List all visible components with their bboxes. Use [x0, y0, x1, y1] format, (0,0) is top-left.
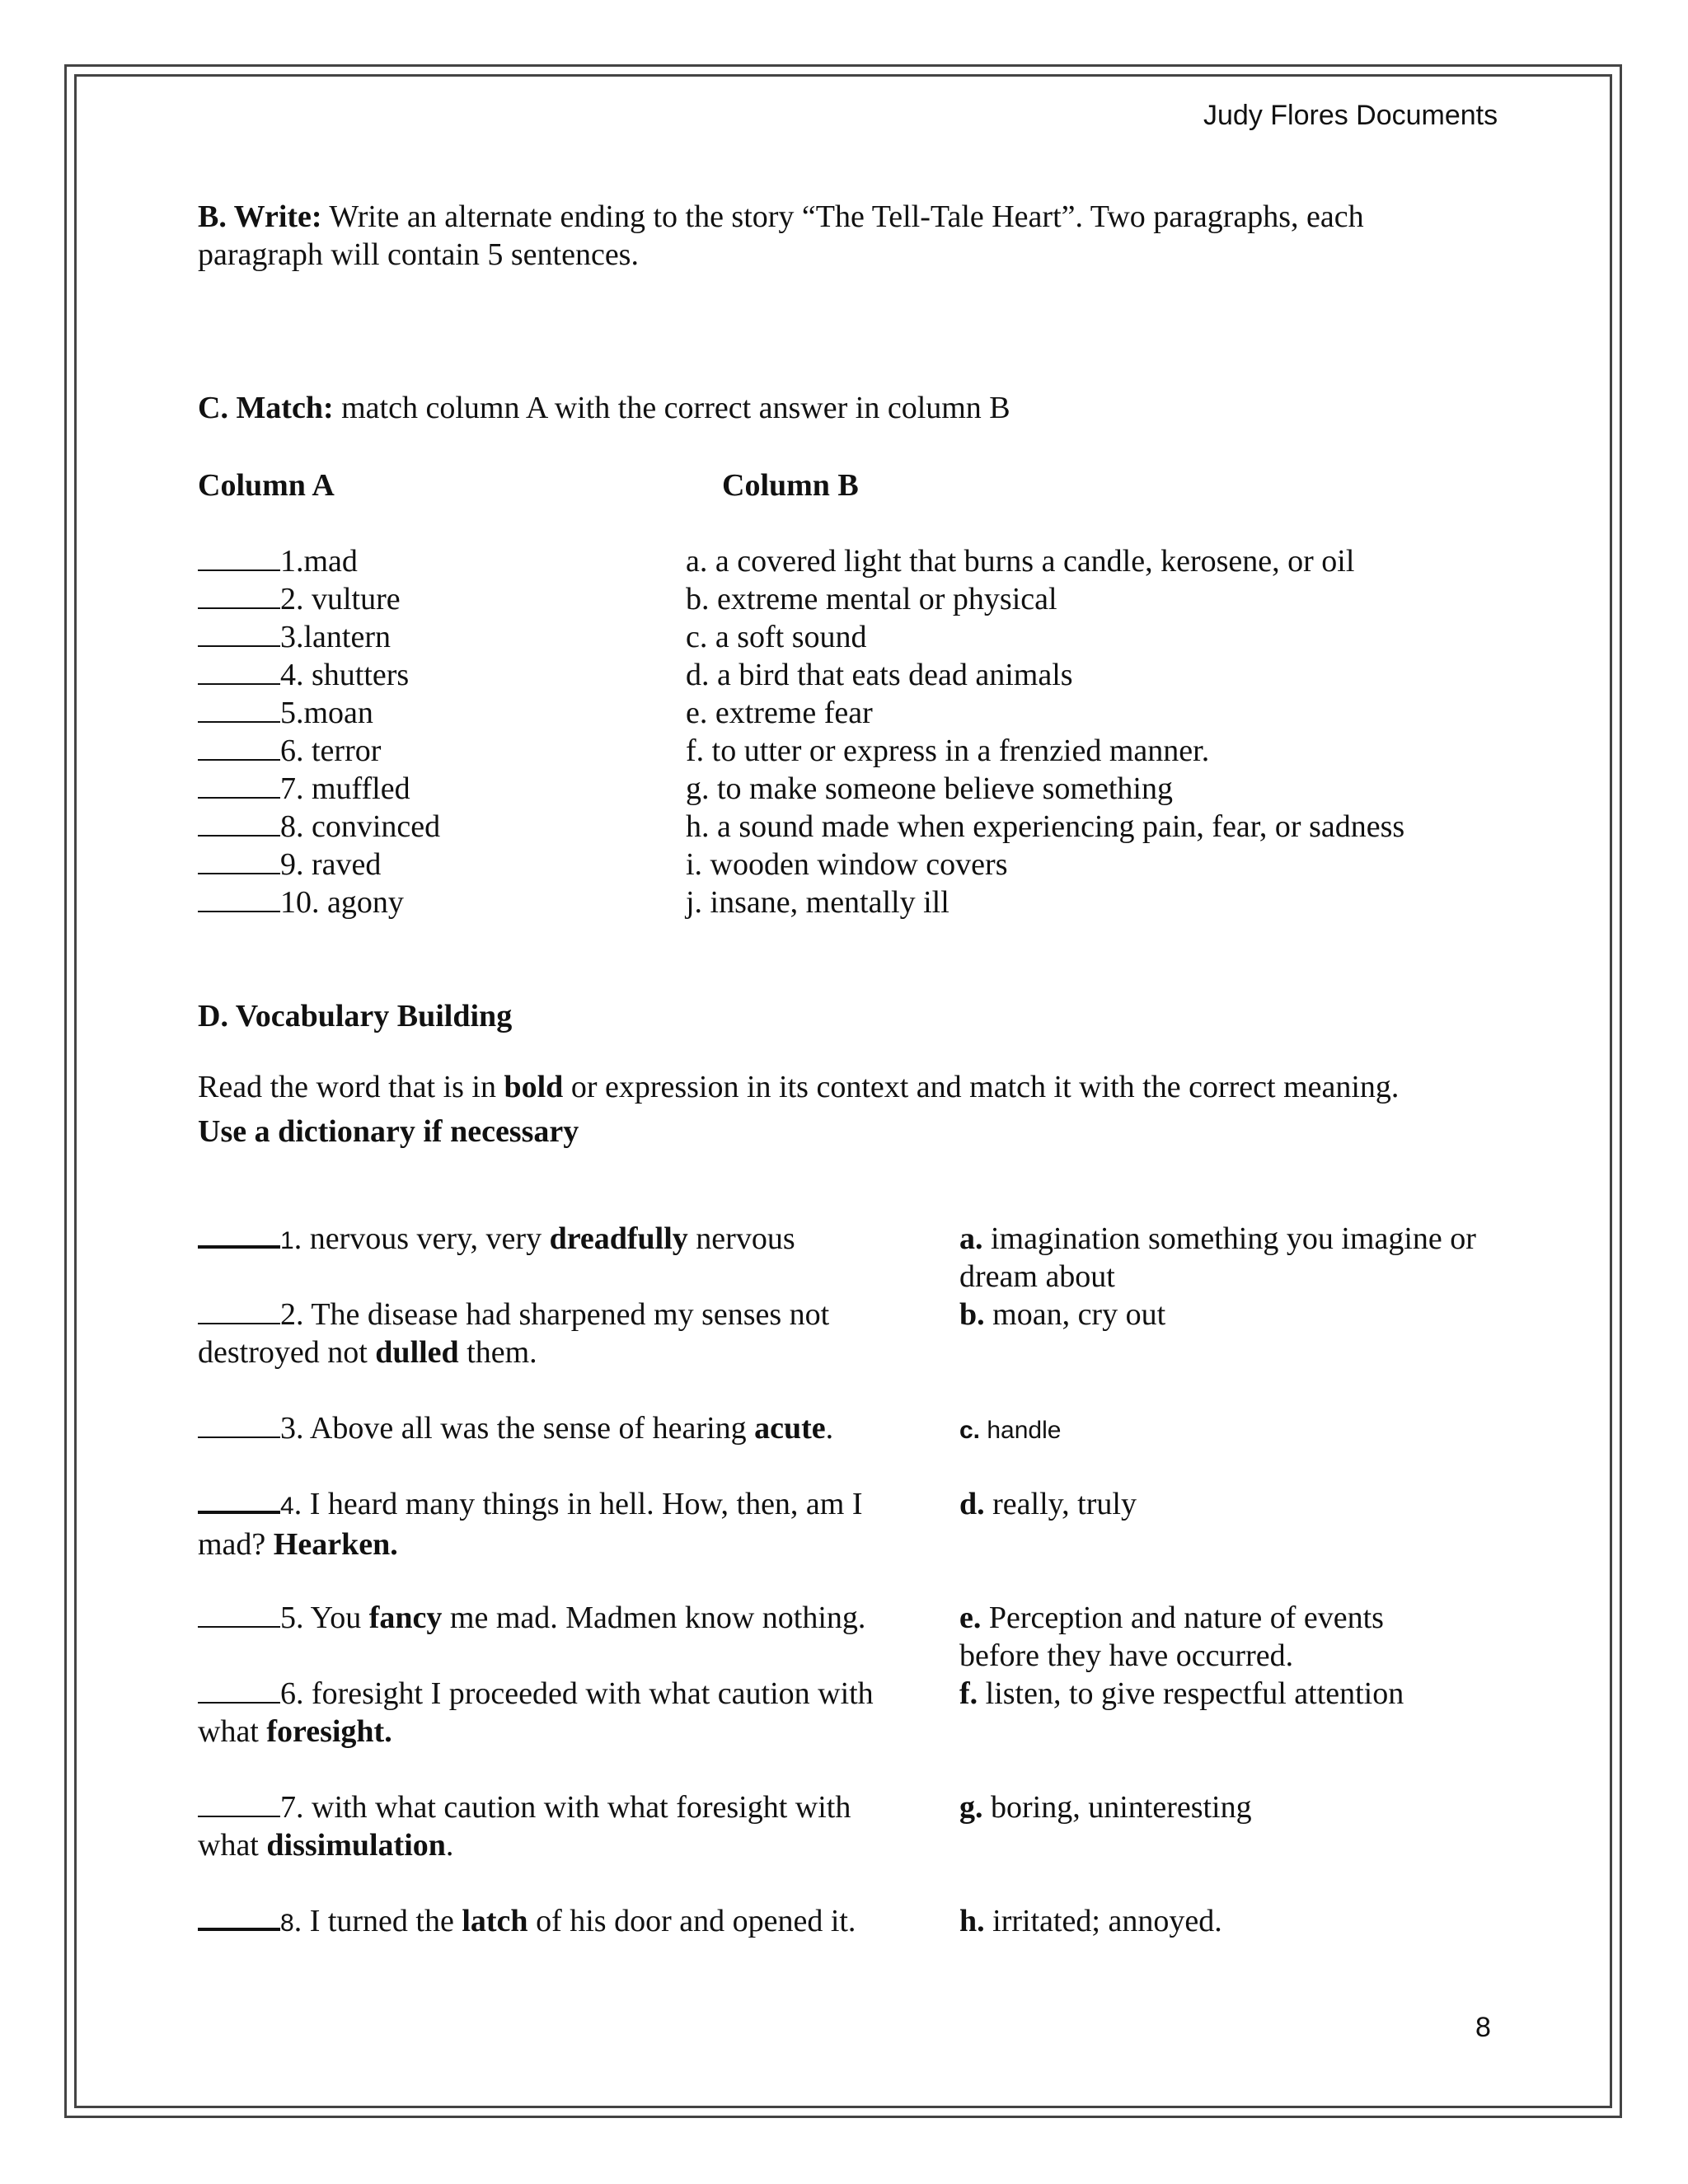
answer-blank[interactable]	[198, 772, 280, 799]
section-d-instructions-line2: Use a dictionary if necessary	[198, 1114, 579, 1149]
vocab-item-5: 5. You fancy me mad. Madmen know nothing.	[198, 1599, 907, 1637]
list-item: 10. agony	[198, 883, 440, 921]
list-item: 6. terror	[198, 732, 440, 770]
vocab-answer-e: e. Perception and nature of events before they have occurred.	[959, 1601, 1384, 1673]
list-item: a. a covered light that burns a candle, kerosene, or oil	[686, 544, 1355, 579]
vocab-answer-d: d. really, truly	[959, 1487, 1137, 1521]
column-b-list	[686, 542, 1404, 921]
vocab-item-8: 8. I turned the latch of his door and opened it.	[198, 1902, 907, 1943]
vocab-item-6: 6. foresight I proceeded with what caution with what foresight.	[198, 1676, 874, 1749]
answer-blank[interactable]	[198, 1791, 280, 1817]
section-c-text: match column A with the correct answer in column B	[333, 391, 1010, 425]
answer-blank[interactable]	[198, 734, 280, 761]
answer-blank[interactable]	[198, 696, 280, 723]
list-item: g. to make someone believe something	[686, 771, 1173, 806]
vocab-answer-h: h. irritated; annoyed.	[959, 1904, 1222, 1938]
answer-blank[interactable]	[198, 1221, 280, 1249]
list-item: j. insane, mentally ill	[686, 885, 950, 920]
section-b-text: Write an alternate ending to the story “The Tell-Tale Heart”. Two paragraphs, each	[321, 199, 1364, 234]
vocab-answer-g: g. boring, uninteresting	[959, 1790, 1252, 1825]
vocab-answer-f: f. listen, to give respectful attention	[959, 1676, 1404, 1711]
answer-blank[interactable]	[198, 1486, 280, 1514]
list-item: 5.moan	[198, 694, 440, 732]
answer-blank[interactable]	[198, 1903, 280, 1931]
vocab-item-3: 3. Above all was the sense of hearing acute.	[198, 1409, 907, 1447]
list-item: 2. vulture	[198, 580, 440, 618]
answer-blank[interactable]	[198, 848, 280, 874]
section-d-instructions: Read the word that is in bold or expression in its context and match it with the correct meaning.	[198, 1070, 1400, 1104]
vocab-item-7: 7. with what caution with what foresight with what dissimulation.	[198, 1790, 851, 1863]
vocab-answer-c: c. handle	[959, 1417, 1062, 1444]
section-c-heading	[198, 389, 1010, 427]
list-item: c. a soft sound	[686, 620, 867, 654]
section-c-label: C. Match:	[198, 391, 334, 425]
vocab-item-1: 1. nervous very, very dreadfully nervous	[198, 1220, 907, 1260]
column-a-header: Column A	[198, 468, 335, 503]
page-number: 8	[1475, 2012, 1491, 2043]
vocab-answer-a: a. imagination something you imagine or dream about	[959, 1221, 1476, 1294]
answer-blank[interactable]	[198, 621, 280, 647]
answer-blank[interactable]	[198, 1298, 280, 1324]
answer-blank[interactable]	[198, 1412, 280, 1438]
answer-blank[interactable]	[198, 583, 280, 609]
answer-blank[interactable]	[198, 658, 280, 685]
list-item: e. extreme fear	[686, 696, 873, 730]
vocab-answer-b: b. moan, cry out	[959, 1297, 1166, 1332]
answer-blank[interactable]	[198, 1677, 280, 1704]
section-d-title: D. Vocabulary Building	[198, 999, 513, 1033]
list-item: f. to utter or express in a frenzied manner.	[686, 733, 1210, 768]
section-b-label: B. Write:	[198, 199, 322, 234]
answer-blank[interactable]	[198, 545, 280, 571]
list-item: d. a bird that eats dead animals	[686, 658, 1073, 692]
vocab-item-2: 2. The disease had sharpened my senses not destroyed not dulled them.	[198, 1297, 830, 1370]
list-item: 7. muffled	[198, 770, 440, 808]
list-item: b. extreme mental or physical	[686, 582, 1057, 616]
list-item: 4. shutters	[198, 656, 440, 694]
list-item: 3.lantern	[198, 618, 440, 656]
list-item: 1.mad	[198, 542, 440, 580]
answer-blank[interactable]	[198, 1601, 280, 1628]
column-b-header: Column B	[722, 468, 859, 503]
list-item: 8. convinced	[198, 808, 440, 846]
list-item: h. a sound made when experiencing pain, fear, or sadness	[686, 809, 1405, 844]
answer-blank[interactable]	[198, 810, 280, 837]
list-item: 9. raved	[198, 846, 440, 883]
column-a-list	[198, 542, 440, 921]
section-b-line2: paragraph will contain 5 sentences.	[198, 237, 639, 272]
answer-blank[interactable]	[198, 886, 280, 912]
section-b-line1	[198, 198, 1364, 236]
vocab-item-4: 4. I heard many things in hell. How, then, am I mad? Hearken.	[198, 1487, 863, 1562]
list-item: i. wooden window covers	[686, 847, 1008, 882]
page-header: Judy Flores Documents	[1203, 100, 1498, 131]
